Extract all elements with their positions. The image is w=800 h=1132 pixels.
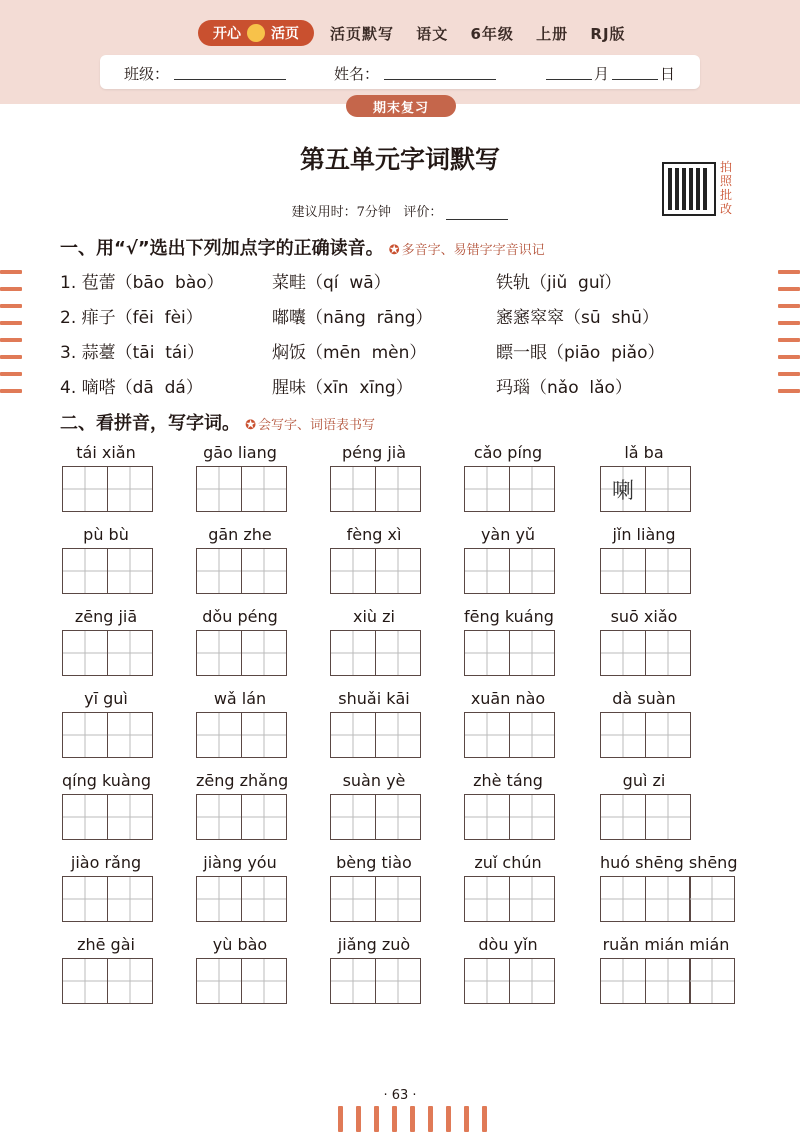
writing-box[interactable] [196, 876, 242, 922]
writing-boxes [600, 466, 691, 512]
writing-box[interactable] [464, 630, 510, 676]
writing-box[interactable] [375, 466, 421, 512]
section1-title: 一、用“√”选出下列加点字的正确读音。 [60, 238, 384, 259]
reading-question[interactable]: 焖饭（mēn mèn） [272, 343, 427, 363]
writing-box[interactable] [645, 466, 691, 512]
pinyin-label: lǎ ba [624, 443, 664, 462]
series-name: 活页默写 [330, 25, 395, 43]
writing-box[interactable] [62, 466, 108, 512]
word-item [464, 443, 555, 512]
writing-box[interactable] [62, 794, 108, 840]
word-item [196, 607, 287, 676]
name-label: 姓名： [334, 65, 380, 83]
word-item [464, 853, 555, 922]
word-item [330, 607, 421, 676]
writing-boxes [62, 876, 153, 922]
pinyin-label: gāo liang [203, 443, 277, 462]
brand-right: 活页 [271, 26, 299, 42]
writing-box[interactable] [62, 876, 108, 922]
reading-question[interactable]: 铁轨（jiǔ guǐ） [496, 273, 622, 293]
pinyin-label: zhè táng [473, 771, 543, 790]
name-field[interactable] [384, 79, 496, 80]
pinyin-label: dòu yǐn [478, 935, 538, 954]
pinyin-label: zēng zhǎng [196, 771, 289, 790]
writing-boxes [600, 958, 735, 1004]
word-item [196, 525, 287, 594]
writing-box[interactable] [241, 958, 287, 1004]
writing-box[interactable] [62, 630, 108, 676]
writing-box[interactable]: 喇 [600, 466, 646, 512]
word-item [600, 935, 735, 1004]
writing-boxes [330, 958, 421, 1004]
pinyin-label: pù bù [83, 525, 129, 544]
writing-boxes [196, 630, 287, 676]
word-item [196, 935, 287, 1004]
pinyin-label: dà suàn [612, 689, 676, 708]
writing-box[interactable] [464, 794, 510, 840]
writing-boxes [196, 958, 287, 1004]
bottom-decor [338, 1106, 487, 1132]
word-item [464, 935, 555, 1004]
pinyin-label: ruǎn mián mián [602, 935, 730, 954]
word-item [330, 443, 421, 512]
writing-box[interactable] [645, 630, 691, 676]
reading-question[interactable]: 嘟囔（nāng rāng） [272, 308, 433, 328]
section1-header [60, 234, 545, 260]
reading-question[interactable]: 3. 蒜薹（tāi tái） [60, 343, 205, 363]
writing-boxes [600, 712, 691, 758]
writing-box[interactable] [509, 712, 555, 758]
writing-boxes [330, 876, 421, 922]
writing-boxes [62, 794, 153, 840]
writing-box[interactable] [241, 630, 287, 676]
word-item [330, 771, 421, 840]
qr-code-icon[interactable] [662, 162, 716, 216]
pinyin-label: yù bào [212, 935, 268, 954]
writing-box[interactable] [375, 548, 421, 594]
pinyin-label: huó shēng shēng [600, 853, 738, 872]
reading-question[interactable]: 玛瑙（nǎo lǎo） [496, 378, 632, 398]
brand-logo [198, 20, 314, 46]
writing-box[interactable] [330, 876, 376, 922]
writing-box[interactable] [509, 958, 555, 1004]
writing-box[interactable] [464, 958, 510, 1004]
writing-box[interactable] [509, 466, 555, 512]
word-item [62, 935, 153, 1004]
page-title: 第五单元字词默写 [299, 145, 500, 174]
word-item [196, 443, 287, 512]
word-item [600, 607, 691, 676]
writing-box[interactable] [600, 794, 646, 840]
word-item [62, 771, 153, 840]
writing-boxes [330, 466, 421, 512]
writing-boxes [62, 630, 153, 676]
writing-box[interactable] [600, 958, 646, 1004]
writing-boxes [196, 876, 287, 922]
writing-box[interactable] [375, 712, 421, 758]
word-item [464, 771, 555, 840]
writing-boxes [464, 548, 555, 594]
writing-boxes [464, 712, 555, 758]
word-item [62, 443, 153, 512]
left-side-decor [0, 270, 22, 406]
section1-tip: ✪ 多音字、易错字字音识记 [388, 243, 545, 258]
writing-box[interactable] [330, 958, 376, 1004]
writing-box[interactable] [330, 712, 376, 758]
word-item [330, 525, 421, 594]
pinyin-label: xiù zi [353, 607, 395, 626]
writing-box[interactable] [107, 794, 153, 840]
reading-question[interactable]: 瞟一眼（piāo piǎo） [496, 343, 665, 363]
pinyin-label: tái xiǎn [76, 443, 136, 462]
writing-boxes [464, 466, 555, 512]
writing-box[interactable] [645, 794, 691, 840]
student-info-bar [100, 55, 700, 89]
writing-box[interactable] [464, 548, 510, 594]
word-item [62, 689, 153, 758]
writing-box[interactable] [600, 712, 646, 758]
word-item [464, 525, 555, 594]
pinyin-label: jiǎng zuò [337, 935, 411, 954]
reading-question[interactable]: 2. 痱子（fēi fèi） [60, 308, 203, 328]
pinyin-label: péng jià [341, 443, 407, 462]
writing-boxes [196, 548, 287, 594]
pinyin-label: jiàng yóu [203, 853, 277, 872]
pinyin-label: shuǎi kāi [338, 689, 410, 708]
writing-box[interactable] [241, 466, 287, 512]
writing-box[interactable] [107, 876, 153, 922]
class-label: 班级： [124, 65, 170, 83]
pinyin-label: zēng jiā [74, 607, 138, 626]
writing-box[interactable] [509, 548, 555, 594]
tip-icon: ✪ [245, 418, 256, 433]
writing-box[interactable] [645, 958, 691, 1004]
writing-box[interactable] [375, 958, 421, 1004]
pinyin-label: fèng xì [346, 525, 402, 544]
eval-field[interactable] [446, 219, 508, 220]
writing-boxes [196, 712, 287, 758]
writing-box[interactable] [330, 630, 376, 676]
month-field[interactable] [546, 79, 592, 80]
reading-question[interactable]: 菜畦（qí wā） [272, 273, 391, 293]
writing-box[interactable] [241, 876, 287, 922]
pinyin-label: suàn yè [342, 771, 406, 790]
word-item [62, 607, 153, 676]
writing-boxes [330, 794, 421, 840]
review-tag: 期末复习 [346, 95, 456, 117]
writing-box[interactable] [645, 548, 691, 594]
writing-box[interactable] [330, 548, 376, 594]
word-item [330, 935, 421, 1004]
writing-boxes [464, 958, 555, 1004]
class-field[interactable] [174, 79, 286, 80]
word-item [62, 525, 153, 594]
subject: 语文 [416, 25, 449, 43]
term: 上册 [536, 25, 569, 43]
writing-boxes [62, 958, 153, 1004]
word-item [600, 853, 738, 922]
word-item [600, 689, 691, 758]
writing-box[interactable] [107, 958, 153, 1004]
writing-box[interactable] [107, 548, 153, 594]
pinyin-label: jiào rǎng [70, 853, 142, 872]
writing-box[interactable] [107, 712, 153, 758]
writing-box[interactable] [196, 466, 242, 512]
section2-title: 二、看拼音，写字词。 [60, 413, 240, 434]
reading-question[interactable]: 1. 苞蕾（bāo bào） [60, 273, 224, 293]
writing-box[interactable] [196, 794, 242, 840]
writing-box[interactable] [464, 466, 510, 512]
pinyin-label: suō xiǎo [610, 607, 678, 626]
writing-box[interactable] [645, 712, 691, 758]
word-item [330, 689, 421, 758]
writing-boxes [62, 712, 153, 758]
writing-box[interactable] [330, 466, 376, 512]
pinyin-label: fēng kuáng [464, 607, 554, 626]
month-label: 月 [594, 65, 610, 83]
grade: 6年级 [470, 25, 514, 43]
writing-box[interactable] [600, 630, 646, 676]
writing-boxes [62, 466, 153, 512]
writing-box[interactable] [62, 712, 108, 758]
writing-box[interactable] [509, 876, 555, 922]
reading-question[interactable]: 窸窸窣窣（sū shū） [496, 308, 659, 328]
writing-boxes [330, 548, 421, 594]
brand-left: 开心 [213, 26, 241, 42]
writing-box[interactable] [107, 630, 153, 676]
writing-box[interactable] [196, 958, 242, 1004]
writing-boxes [600, 548, 691, 594]
writing-boxes [600, 630, 691, 676]
writing-boxes [330, 630, 421, 676]
reading-question[interactable]: 4. 嘀嗒（dā dá） [60, 378, 203, 398]
writing-box[interactable] [600, 548, 646, 594]
pinyin-label: yī guì [84, 689, 128, 708]
word-item [330, 853, 421, 922]
pinyin-label: gān zhe [208, 525, 272, 544]
writing-box[interactable] [509, 630, 555, 676]
writing-boxes [196, 466, 287, 512]
pinyin-label: dǒu péng [202, 607, 278, 626]
writing-box[interactable] [330, 794, 376, 840]
right-side-decor [778, 270, 800, 406]
tip-icon: ✪ [388, 243, 400, 258]
writing-boxes [600, 794, 691, 840]
writing-box[interactable] [600, 876, 646, 922]
page-number: · 63 · [383, 1088, 417, 1103]
word-item [600, 443, 691, 512]
pinyin-label: zuǐ chún [474, 853, 542, 872]
writing-box[interactable] [241, 548, 287, 594]
reading-question[interactable]: 腥味（xīn xīng） [272, 378, 413, 398]
word-item [62, 853, 153, 922]
writing-boxes [464, 876, 555, 922]
pinyin-label: qíng kuàng [62, 771, 151, 790]
pinyin-label: bèng tiào [336, 853, 412, 872]
word-item [464, 607, 555, 676]
word-item [600, 771, 691, 840]
time-suggestion: 建议用时：7分钟 [291, 205, 391, 220]
writing-boxes [600, 876, 735, 922]
pinyin-label: guì zi [622, 771, 666, 790]
writing-boxes [330, 712, 421, 758]
writing-box[interactable] [241, 712, 287, 758]
eval-label: 评价： [403, 205, 443, 220]
writing-box[interactable] [196, 630, 242, 676]
writing-box[interactable] [645, 876, 691, 922]
writing-boxes [464, 630, 555, 676]
writing-box[interactable] [509, 794, 555, 840]
word-item [196, 689, 287, 758]
pinyin-label: zhē gài [77, 935, 135, 954]
section2-header [60, 409, 375, 435]
writing-box[interactable] [464, 876, 510, 922]
pinyin-label: cǎo píng [473, 443, 543, 462]
word-item [464, 689, 555, 758]
writing-box[interactable] [62, 548, 108, 594]
word-item [196, 771, 287, 840]
qr-caption: 拍照批改 [720, 160, 733, 216]
smile-icon [247, 24, 265, 42]
writing-box[interactable] [62, 958, 108, 1004]
writing-box[interactable] [241, 794, 287, 840]
writing-box[interactable] [375, 794, 421, 840]
writing-box[interactable] [689, 876, 735, 922]
writing-boxes [62, 548, 153, 594]
writing-box[interactable] [464, 712, 510, 758]
pinyin-label: yàn yǔ [480, 525, 536, 544]
edition: RJ版 [590, 25, 626, 43]
writing-box[interactable] [196, 712, 242, 758]
writing-box[interactable] [375, 630, 421, 676]
pinyin-label: xuān nào [470, 689, 546, 708]
word-item [600, 525, 691, 594]
writing-box[interactable] [196, 548, 242, 594]
day-field[interactable] [612, 79, 658, 80]
writing-boxes [464, 794, 555, 840]
day-label: 日 [660, 65, 676, 83]
writing-box[interactable] [689, 958, 735, 1004]
section2-tip: ✪ 会写字、词语表书写 [245, 418, 376, 433]
pinyin-label: jǐn liàng [612, 525, 676, 544]
writing-box[interactable] [375, 876, 421, 922]
word-item [196, 853, 287, 922]
header-meta [330, 23, 642, 44]
pinyin-label: wǎ lán [213, 689, 267, 708]
writing-boxes [196, 794, 287, 840]
writing-box[interactable] [107, 466, 153, 512]
